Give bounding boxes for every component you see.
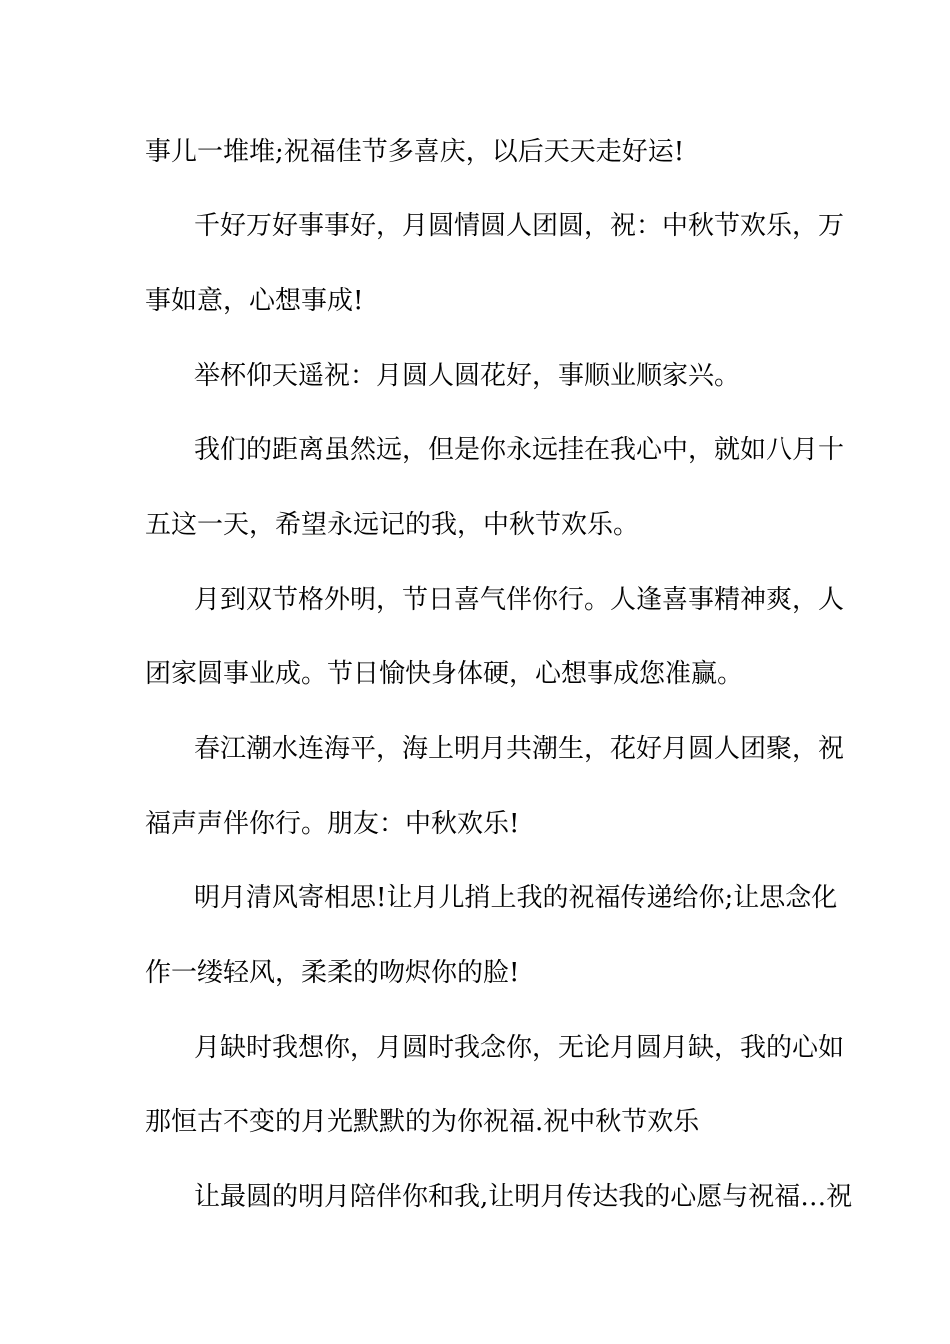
paragraph-first-line: 月缺时我想你，月圆时我念你，无论月圆月缺，我的心如 (194, 1033, 845, 1063)
paragraph-first-line: 千好万好事事好，月圆情圆人团圆，祝：中秋节欢乐，万 (194, 211, 845, 241)
text-line: 那恒古不变的月光默默的为你祝福.祝中秋节欢乐 (145, 1107, 700, 1137)
text-line: 事如意，心想事成! (145, 286, 364, 316)
text-line: 五这一天，希望永远记的我，中秋节欢乐。 (145, 510, 640, 540)
text-line: 团家圆事业成。节日愉快身体硬，心想事成您准赢。 (145, 659, 744, 689)
paragraph-first-line: 我们的距离虽然远，但是你永远挂在我心中，就如八月十 (194, 435, 845, 465)
text-line: 福声声伴你行。朋友：中秋欢乐! (145, 809, 520, 839)
paragraph-first-line: 让最圆的明月陪伴你和我,让明月传达我的心愿与祝福…祝 (194, 1182, 853, 1212)
paragraph-first-line: 举杯仰天遥祝：月圆人圆花好，事顺业顺家兴。 (194, 361, 741, 391)
text-line: 作一缕轻风，柔柔的吻烬你的脸! (145, 958, 520, 988)
paragraph-first-line: 月到双节格外明，节日喜气伴你行。人逢喜事精神爽，人 (194, 585, 845, 615)
paragraph-first-line: 春江潮水连海平，海上明月共潮生，花好月圆人团聚，祝 (194, 734, 845, 764)
text-line: 事儿一堆堆;祝福佳节多喜庆，以后天天走好运! (145, 137, 685, 167)
paragraph-first-line: 明月清风寄相思!让月儿捎上我的祝福传递给你;让思念化 (194, 883, 838, 913)
